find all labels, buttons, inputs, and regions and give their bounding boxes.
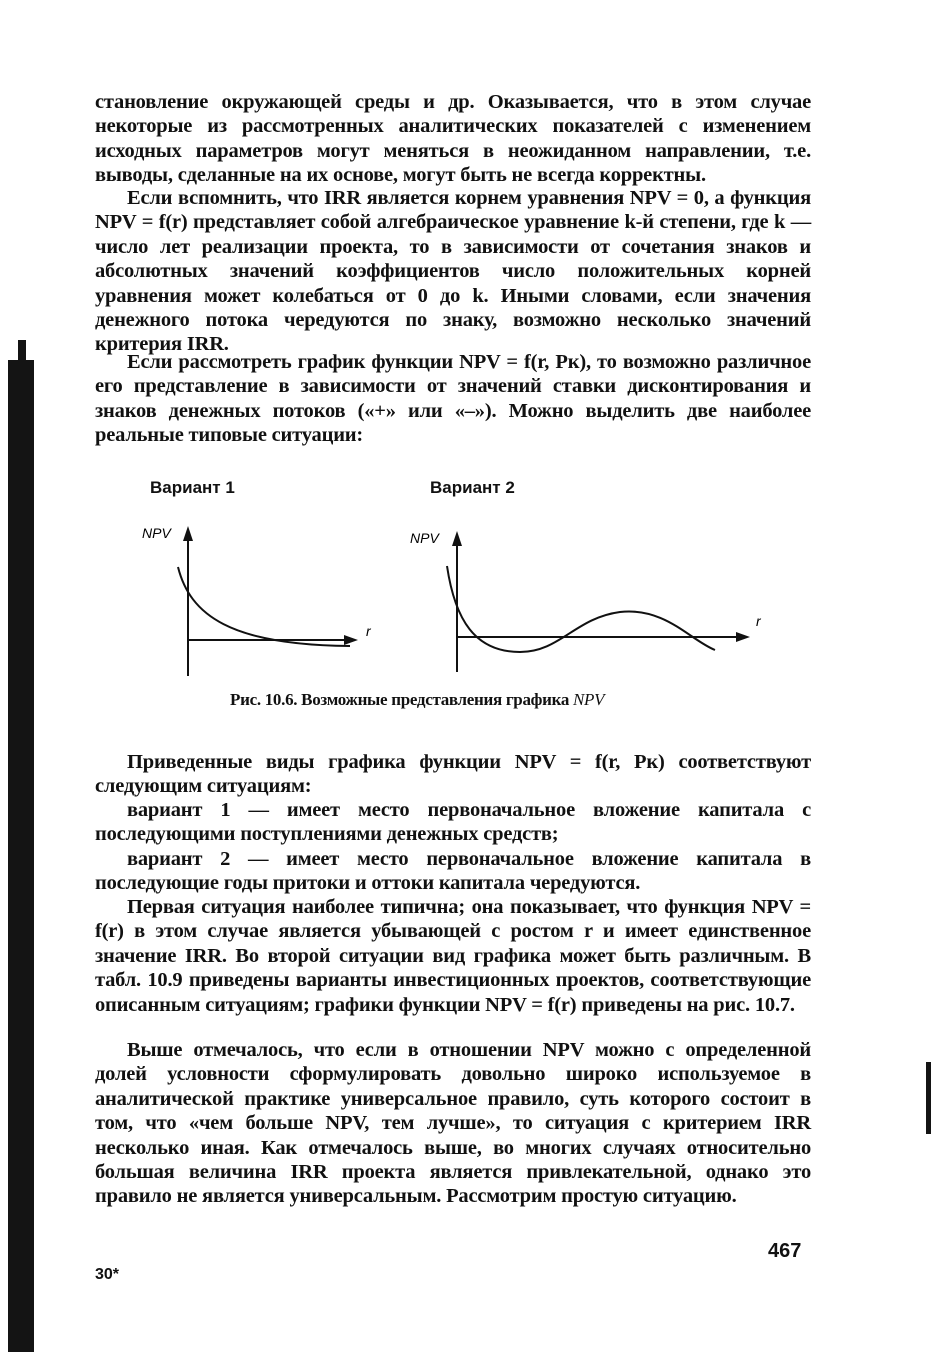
- npv-curve-2: [447, 566, 715, 652]
- graph-variant-1: [142, 525, 372, 676]
- caption-text: Рис. 10.6. Возможные представления графика: [230, 690, 573, 709]
- printer-signature: 30*: [95, 1266, 120, 1283]
- y-axis-arrow-2: [452, 531, 462, 546]
- scan-margin-mark: [926, 1062, 931, 1134]
- x-axis-arrow-1: [344, 635, 358, 645]
- paragraph-8: Выше отмечалось, что если в отношении NPV можно с определенной долей условности сформулировать довольно широко используемое в аналитической практике универсальное правило, суть которого состоит в том, что «чем больше NPV, тем лучше», то ситуация с критерием IRR несколько иная. Как отмечалось выше, во многих случаях относительно большая величина IRR проекта является привлекательной, однако это правило не является универсальным. Рассмотрим простую ситуацию.: [95, 1039, 811, 1208]
- figure-caption: [230, 690, 604, 710]
- paragraph-7: Первая ситуация наиболее типична; она показывает, что функция NPV = f(r) в этом случае является убывающей с ростом r и имеет единственное значение IRR. Во второй ситуации вид графика может быть различным. В табл. 10.9 приведены варианты инвестиционных проектов, соответствующие описанным ситуациям; графики функции NPV = f(r) приведены на рис. 10.7.: [95, 896, 811, 1016]
- variant-1-label: Вариант 1: [150, 478, 235, 497]
- paragraph-5: вариант 1 — имеет место первоначальное вложение капитала с последующими поступлениями денежных средств;: [95, 799, 811, 846]
- x-axis-arrow-2: [736, 632, 750, 642]
- caption-npv: NPV: [573, 690, 605, 709]
- npv-curve-1: [178, 567, 350, 646]
- paragraph-6: вариант 2 — имеет место первоначальное вложение капитала в последующие годы притоки и оттоки капитала чередуются.: [95, 848, 811, 895]
- page-number: 467: [768, 1240, 802, 1262]
- y-axis-label-2: NPV: [410, 530, 439, 546]
- x-axis-label-2: r: [756, 613, 761, 629]
- x-axis-label-1: r: [366, 623, 371, 639]
- y-axis-label-1: NPV: [142, 525, 171, 541]
- paragraph-3: Если рассмотреть график функции NPV = f(r, Pк), то возможно различное его представление в зависимости от значений ставки дисконтирования и знаков денежных потоков («+» или «–»). Можно выделить две наиболее реальные типовые ситуации:: [95, 351, 811, 447]
- y-axis-arrow-1: [183, 526, 193, 541]
- paragraph-2: Если вспомнить, что IRR является корнем уравнения NPV = 0, а функция NPV = f(r) представляет собой алгебраическое уравнение k-й степени, где k — число лет реализации проекта, то в зависимости от сочетания знаков и абсолютных значений коэффициентов число положительных корней уравнения может колебаться от 0 до k. Иными словами, если значения денежного потока чередуются по знаку, возможно несколько значений критерия IRR.: [95, 187, 811, 356]
- graph-variant-2: [410, 530, 762, 672]
- paragraph-4: Приведенные виды графика функции NPV = f(r, Pк) соответствуют следующим ситуациям:: [95, 751, 811, 798]
- paragraph-1: становление окружающей среды и др. Оказывается, что в этом случае некоторые из рассмотренных аналитических показателей с изменением исходных параметров могут меняться в неожиданном направлении, т.е. выводы, сделанные на их основе, могут быть не всегда корректны.: [95, 91, 811, 187]
- variant-2-label: Вариант 2: [430, 478, 515, 497]
